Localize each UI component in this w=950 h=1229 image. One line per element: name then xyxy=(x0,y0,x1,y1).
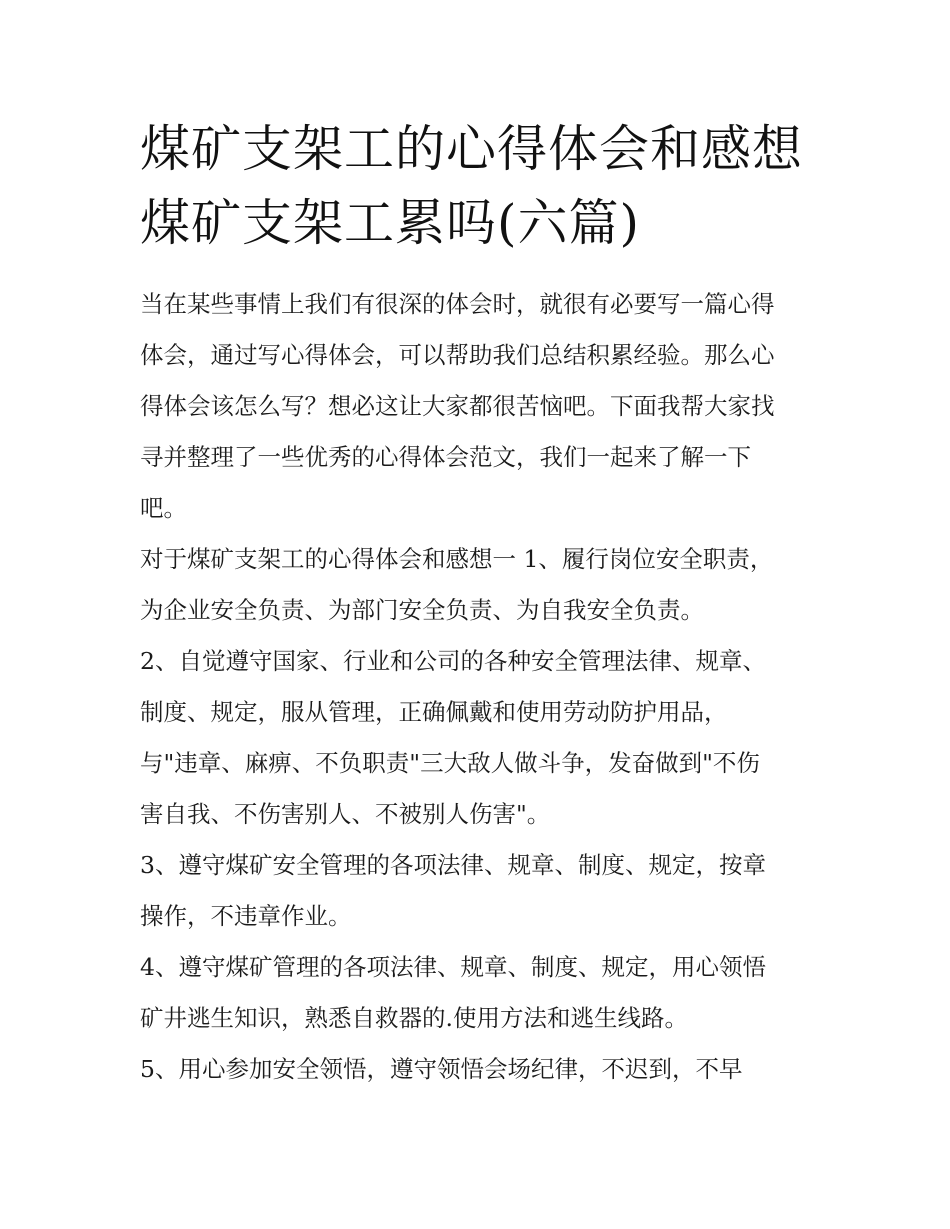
text-line: 得体会该怎么写？想必这让大家都很苦恼吧。下面我帮大家找 xyxy=(140,392,775,420)
text-line: 2、自觉遵守国家、行业和公司的各种安全管理法律、规章、 xyxy=(140,647,766,675)
text-line: 4、遵守煤矿管理的各项法律、规章、制度、规定，用心领悟 xyxy=(140,953,766,981)
text-line: 5、用心参加安全领悟，遵守领悟会场纪律，不迟到，不早 xyxy=(140,1055,743,1083)
title-line-2: 煤矿支架工累吗(六篇) xyxy=(140,194,641,252)
paragraph-item-1 xyxy=(140,534,815,636)
text-line: 3、遵守煤矿安全管理的各项法律、规章、制度、规定，按章 xyxy=(140,851,766,879)
paragraph-item-5 xyxy=(140,1044,815,1095)
paragraph-item-2 xyxy=(140,636,815,840)
text-line: 当在某些事情上我们有很深的体会时，就很有必要写一篇心得 xyxy=(140,290,775,318)
text-line: 为企业安全负责、为部门安全负责、为自我安全负责。 xyxy=(140,596,704,624)
text-line: 制度、规定，服从管理，正确佩戴和使用劳动防护用品， xyxy=(140,698,728,726)
text-line: 与"违章、麻痹、不负职责"三大敌人做斗争，发奋做到"不伤 xyxy=(140,749,760,777)
paragraph-item-4 xyxy=(140,942,815,1044)
text-line: 矿井逃生知识，熟悉自救器的.使用方法和逃生线路。 xyxy=(140,1004,688,1032)
text-line: 吧。 xyxy=(140,494,187,522)
text-line: 操作，不违章作业。 xyxy=(140,902,352,930)
document-title xyxy=(140,112,840,260)
text-line: 对于煤矿支架工的心得体会和感想一 1、履行岗位安全职责， xyxy=(140,545,774,573)
text-line: 体会，通过写心得体会，可以帮助我们总结积累经验。那么心 xyxy=(140,341,775,369)
paragraph-intro xyxy=(140,279,815,534)
paragraph-item-3 xyxy=(140,840,815,942)
title-line-1: 煤矿支架工的心得体会和感想 xyxy=(140,120,803,178)
text-line: 害自我、不伤害别人、不被别人伤害"。 xyxy=(140,800,551,828)
document-body xyxy=(140,279,815,1095)
text-line: 寻并整理了一些优秀的心得体会范文，我们一起来了解一下 xyxy=(140,443,751,471)
